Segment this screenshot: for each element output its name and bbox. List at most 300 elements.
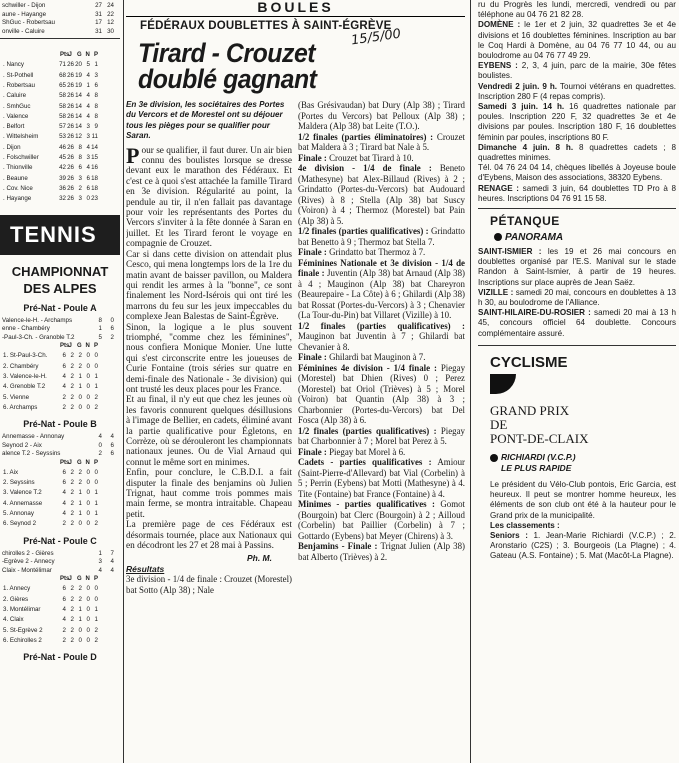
grand-prix-title (490, 404, 676, 446)
team-name: . Folschwiller (3, 154, 39, 162)
stat-value: 2 (78, 595, 82, 603)
poule-b-header (60, 459, 120, 468)
team-stats (58, 102, 98, 112)
team-name: 6. Archamps (3, 403, 38, 411)
match-row (0, 442, 120, 451)
results-heading: Résultats (126, 564, 165, 575)
match-teams: Claix - Montélimar (2, 566, 52, 574)
team-stats (58, 112, 98, 122)
stat-value: 26 (67, 81, 74, 89)
result-line: 4e division - 1/4 de finale : Beneto (Mathesyne) bat Alex-Billaud (Rives) à 2 ; Grindatto (Portes-du-Vercors) bat Audouard (Rives) à 8 ; Stella (Alp 38) bat Suscy (Voiron) à 4 ; Thermoz (Morestel) bat Pain (Alp 38) à 5. (298, 163, 465, 226)
stat-value: 0 (94, 479, 98, 487)
stat-value: 2 (78, 352, 82, 360)
poule-b-table (0, 468, 120, 530)
winner-line-1: RICHIARDI (V.C.P.) (501, 451, 576, 462)
stat-value: 26 (67, 71, 74, 79)
stat-value: 1 (94, 489, 98, 497)
table-row (0, 71, 120, 81)
match-row (0, 19, 120, 28)
poule-a-table (0, 351, 120, 413)
match-teams: ShGuc - Robertsau (2, 19, 55, 27)
stat-value: 2 (70, 499, 74, 507)
stat-value: 65 (59, 81, 66, 89)
team-stats (58, 153, 98, 163)
gp-line-3: PONT-DE-CLAIX (490, 430, 589, 446)
stat-value: 2 (94, 626, 98, 634)
table-row (0, 362, 120, 372)
drop-cap: P (126, 142, 140, 168)
stat-value: 2 (70, 595, 74, 603)
stat-value: 0 (94, 362, 98, 370)
agenda-paragraph: ru du Progrès les lundi, mercredi, vendredi ou par téléphone au 04 76 21 82 28. (478, 0, 676, 20)
stat-value: 0 (78, 626, 82, 634)
team-name: 1. Aix (3, 468, 19, 476)
article-paragraph: Pour se qualifier, il faut durer. Un air bien connu des boulistes lorsque se dresse devant eux le marathon des Fédéraux. Et c'est ce à quoi s'est attachée la famille Tirard en 3e division. Régularité au point, la pendule au tir, il n'en fallait pas davantage pour voir les représentants des Portes du Vercors s'inviter à la fête donnée à Saran en juillet. Et les Tirard feront le voyage en compagnie de Crouzet. (126, 142, 292, 250)
stat-value: 0 (78, 636, 82, 644)
stat-value: 19 (75, 71, 82, 79)
stat-value: 3 (78, 195, 82, 203)
stat-value: 26 (67, 143, 74, 151)
stat-value: 6 (94, 81, 98, 89)
section-title: BOULES (126, 0, 465, 17)
agenda-paragraph: VIZILLE : samedi 20 mai, concours en doublettes à 13 h 30, au boulodrome de l'Alliance. (478, 287, 676, 308)
stat-value: 14 (75, 123, 82, 131)
match-score-home: 4 (98, 566, 102, 574)
stat-value: 1 (78, 616, 82, 624)
result-label: Féminines 4e division - 1/4 finale : (298, 362, 437, 373)
bullet-icon (490, 454, 498, 462)
poule-d-title: Pré-Nat - Poule D (23, 652, 97, 663)
stat-value: 26 (67, 133, 74, 141)
article-column-2 (298, 100, 465, 595)
match-score-home: 31 (95, 10, 102, 18)
stat-value: 4 (86, 102, 90, 110)
stat-value: 2 (70, 352, 74, 360)
stat-value: 0 (86, 489, 90, 497)
stat-value: 6 (62, 585, 66, 593)
stat-value: 2 (94, 403, 98, 411)
agenda-label: Samedi 3 juin. 14 h. (478, 102, 565, 112)
stat-value: 1 (94, 616, 98, 624)
stat-value: 2 (70, 479, 74, 487)
match-row (0, 550, 120, 559)
stat-value: 3 (86, 154, 90, 162)
stat-value: 2 (70, 510, 74, 518)
column-header: N (85, 576, 90, 583)
team-name: 2. Seyssins (3, 479, 35, 487)
table-row (0, 626, 120, 636)
result-label: Finale : (298, 152, 327, 163)
result-line: Féminines Nationale et 3e division - 1/4 de finale : Juventin (Alp 38) bat Arnaud (Alp 38) à 4 ; Mauginon (Alp 38) bat Chareyron (Beaurepaire - La Côte) à 6 ; Ghilardi (Alp 38) bat Rossat (Portes-du-Vercors) à 3 ; Chenavier (La Tour-du-Pin) bat Villaret (Vizille) à 10. (298, 257, 465, 320)
stat-value: 0 (86, 468, 90, 476)
stat-value: 14 (75, 112, 82, 120)
spacer (0, 41, 120, 51)
stat-value: 68 (59, 71, 66, 79)
result-line: Finale : Grindatto bat Thermoz à 7. (298, 247, 426, 257)
stat-value: 1 (78, 372, 82, 380)
poule-c-matches (0, 550, 120, 576)
column-header: G (77, 459, 82, 466)
stat-value: 4 (62, 499, 66, 507)
result-label: Finale : (298, 247, 327, 257)
team-stats (58, 468, 98, 478)
team-name: . Thionville (3, 164, 33, 172)
table-row (0, 595, 120, 605)
team-name: 5. Vienne (3, 393, 30, 401)
result-label: 1/2 finales (parties qualificatives) : (298, 425, 437, 436)
team-stats (58, 509, 98, 519)
column-header: P (94, 459, 99, 466)
agenda-label: Seniors : (490, 530, 528, 540)
boules-article (126, 0, 465, 763)
stat-value: 32 (59, 195, 66, 203)
stat-value: 1 (94, 61, 98, 69)
stat-value: 2 (70, 636, 74, 644)
stat-value: 4 (62, 606, 66, 614)
table-row (0, 174, 120, 184)
match-score-home: 27 (95, 2, 102, 9)
handwritten-date: 15/5/00 (350, 26, 402, 49)
stat-value: 4 (86, 92, 90, 100)
stat-value: 5 (86, 61, 90, 69)
headline: FÉDÉRAUX DOUBLETTES À SAINT-ÉGRÈVE (140, 20, 392, 32)
agenda-paragraph: Tél. 04 76 24 04 14, chèques libellés à Joyeuse boule d'Eybens, Maison des associations, 38320 Eybens. (478, 163, 676, 183)
boules-agenda (478, 0, 676, 204)
match-teams: Annemasse - Annonay (2, 433, 65, 441)
stat-value: 23 (91, 195, 98, 203)
match-row (0, 317, 120, 326)
column-header: G (77, 52, 82, 59)
stat-value: 26 (67, 112, 74, 120)
result-label: Minimes - parties qualificatives : (298, 499, 435, 509)
stat-value: 0 (86, 626, 90, 634)
match-teams: enne - Chambéry (2, 325, 50, 333)
results-start: 3e division - 1/4 de finale : Crouzet (Morestel) bat Sotto (Alp 38) ; Nale (126, 574, 292, 595)
championship-title (0, 263, 120, 297)
championship-title-line-1: CHAMPIONNAT (11, 263, 109, 279)
stat-value: 2 (70, 468, 74, 476)
result-line: Finale : Crouzet bat Tirard à 10. (298, 152, 414, 163)
team-stats (58, 132, 98, 142)
top-results (0, 2, 120, 36)
match-teams: onville - Caluire (2, 27, 45, 35)
article-paragraph: La première page de ces Fédéraux est désormais tournée, place aux Nationaux qui en décodront les 27 et 28 mai à Passins. (126, 520, 292, 552)
stat-value: 0 (86, 479, 90, 487)
match-teams: schwiller - Dijon (2, 2, 46, 9)
table-row (0, 636, 120, 646)
column-header: Pts (60, 52, 70, 59)
match-teams: -Egrève 2 - Annecy (2, 558, 55, 566)
match-score-away: 4 (110, 558, 114, 566)
team-name: . SmhGuc (3, 102, 31, 110)
agenda-label: DOMÈNE : (478, 20, 521, 30)
stat-value: 1 (78, 489, 82, 497)
stat-value: 15 (91, 154, 98, 162)
match-row (0, 433, 120, 442)
team-stats (58, 143, 98, 153)
team-stats (58, 91, 98, 101)
table-row (0, 122, 120, 132)
match-score-away: 22 (107, 10, 114, 18)
stat-value: 2 (78, 362, 82, 370)
stat-value: 4 (86, 112, 90, 120)
table-row (0, 499, 120, 509)
team-stats (58, 382, 98, 392)
agenda-label: SAINT-HILAIRE-DU-ROSIER : (478, 308, 591, 318)
article-columns (126, 100, 465, 595)
stat-value: 58 (59, 102, 66, 110)
stat-value: 18 (91, 184, 98, 192)
stat-value: 4 (62, 383, 66, 391)
table-row (0, 519, 120, 529)
divider (478, 208, 676, 209)
stat-value: 3 (94, 71, 98, 79)
match-score-away: 12 (107, 19, 114, 27)
match-row (0, 28, 120, 37)
stat-value: 0 (86, 393, 90, 401)
agenda-label: Vendredi 2 juin. 9 h. (478, 81, 558, 91)
match-score-away: 24 (107, 2, 114, 9)
team-name: 1. Annecy (3, 585, 31, 593)
stat-value: 2 (62, 520, 66, 528)
match-score-away: 7 (110, 549, 114, 557)
article-column-1 (126, 100, 292, 595)
stat-value: 0 (86, 585, 90, 593)
team-stats (58, 636, 98, 646)
stat-value: 14 (75, 92, 82, 100)
stat-value: 46 (59, 143, 66, 151)
team-name: 3. Montélimar (3, 606, 41, 614)
match-score-away: 0 (110, 316, 114, 324)
table-row (0, 372, 120, 382)
agenda-label: SAINT-ISMIER : (478, 247, 542, 257)
match-score-home: 17 (95, 19, 102, 27)
result-label: 1/2 finales (parties éliminatoires) : (298, 131, 434, 142)
column-header: N (85, 343, 90, 350)
table-row (0, 81, 120, 91)
poule-a-title: Pré-Nat - Poule A (23, 302, 97, 313)
stat-value: 0 (78, 403, 82, 411)
stat-value: 0 (86, 372, 90, 380)
agenda-paragraph: Dimanche 4 juin. 8 h. 8 quadrettes cadets ; 8 quadrettes minimes. (478, 142, 676, 163)
panorama-label: PANORAMA (505, 232, 564, 244)
team-name: 2. Chambéry (3, 362, 39, 370)
table-row (0, 584, 120, 594)
stat-value: 2 (78, 184, 82, 192)
stat-value: 2 (94, 520, 98, 528)
stat-value: 3 (86, 123, 90, 131)
match-score-away: 6 (110, 325, 114, 333)
table-row (0, 143, 120, 153)
result-line: Féminines 4e division - 1/4 finale : Piegay (Morestel) bat Dhien (Rives) 0 ; Perez (Morestel) bat Oriol (Trièves) à 5 ; Morel (Voiron) bat Quantin (Alp 38) à 3 ; Charbonnier (Portes-du-Vercors) bat Del Fosca (Alp 38) à 6. (298, 362, 465, 425)
stat-value: 6 (86, 174, 90, 182)
stat-value: 26 (67, 154, 74, 162)
result-line: 1/2 finales (parties qualificatives) : Grindatto bat Benetto à 9 ; Thermoz bat Stella 7. (298, 226, 465, 247)
table-row (0, 91, 120, 101)
team-stats (58, 519, 98, 529)
result-label: 4e division - 1/4 de finale : (298, 163, 432, 173)
team-name: . St-Pothell (3, 71, 34, 79)
agenda-paragraph: Vendredi 2 juin. 9 h. Tournoi vétérans en quadrettes. Inscription 280 F (4 repas compris). (478, 81, 676, 101)
petanque-agenda (478, 247, 676, 339)
stat-value: 2 (70, 626, 74, 634)
team-name: . Cov. Nice (3, 184, 33, 192)
team-stats (58, 60, 98, 70)
article-title-line-2: doublé gagnant (138, 64, 317, 94)
result-line: Cadets - parties qualificatives : Amiour (Saint-Pierre-d'Allevard) bat Vial (Corbelin) à 5 ; Perrin (Eybens) bat Motti (Mathesyne) à 4. Tite (Fontaine) bat France (Fontaine) à 4. (298, 457, 465, 499)
stat-value: 0 (94, 595, 98, 603)
column-header: J (68, 459, 72, 466)
match-score-home: 4 (98, 433, 102, 441)
column-header: J (68, 576, 72, 583)
poule-b-matches (0, 433, 120, 459)
cycling-text (490, 480, 676, 562)
match-row (0, 2, 120, 11)
stat-value: 1 (94, 606, 98, 614)
team-stats (58, 626, 98, 636)
stat-value: 0 (86, 606, 90, 614)
match-score-home: 31 (95, 27, 102, 35)
stat-value: 14 (75, 102, 82, 110)
stat-value: 0 (86, 595, 90, 603)
stat-value: 9 (94, 123, 98, 131)
agenda-paragraph: DOMÈNE : le 1er et 2 juin, 32 quadrettes 3e et 4e divisions et 16 doublettes féminines. Inscription au bar le Coq Hardi à Domène, au 04 76 77 10 44, ou au boulodrome au 04 76 77 49 29. (478, 20, 676, 61)
result-line: 1/2 finales (parties qualificatives) : Piegay bat Charbonnier à 7 ; Morel bat Perez à 5. (298, 425, 465, 446)
stat-value: 0 (78, 520, 82, 528)
stat-value: 6 (86, 184, 90, 192)
stat-value: 0 (94, 468, 98, 476)
team-name: 5. Annonay (3, 510, 34, 518)
match-score-home: 1 (98, 549, 102, 557)
table-row (0, 488, 120, 498)
stat-value: 0 (86, 352, 90, 360)
stat-value: 45 (59, 154, 66, 162)
stat-value: 42 (59, 164, 66, 172)
result-line: Benjamins - Finale : Trignat Julien (Alp 38) bat Alberto (Trièves) à 2. (298, 541, 465, 562)
stat-value: 0 (94, 352, 98, 360)
stat-value: 2 (62, 403, 66, 411)
agenda-paragraph (490, 521, 676, 531)
result-line: Minimes - parties qualificatives : Gomot (Bourgoin) bat Clerc (Bourgoin) à 2 ; Ailloud (Corbelin) bat Paillier (Corbelin) à 7 ; Gottardo (Eybens) bat Meyer (Chirens) à 3. (298, 499, 465, 541)
stat-value: 14 (91, 143, 98, 151)
stat-value: 39 (59, 174, 66, 182)
match-score-away: 6 (110, 450, 114, 458)
gp-line-1: GRAND PRIX (490, 402, 570, 418)
table-row (0, 184, 120, 194)
table-row (0, 605, 120, 615)
match-teams: aune - Hayange (2, 10, 47, 18)
team-name: . Beaune (3, 174, 28, 182)
stat-value: 4 (86, 143, 90, 151)
stat-value: 2 (70, 606, 74, 614)
stat-value: 2 (62, 626, 66, 634)
team-stats (58, 71, 98, 81)
stat-value: 0 (86, 499, 90, 507)
table-row (0, 393, 120, 403)
stat-value: 26 (67, 102, 74, 110)
stat-value: 4 (62, 489, 66, 497)
match-row (0, 334, 120, 343)
team-name: . Robertsau (3, 81, 35, 89)
result-line: (Bas Grésivaudan) bat Dury (Alp 38) ; Tirard (Portes du Vercors) bat Pelloux (Alp 38) ; Maldera (Alp 38) bat Leite (T.O.). (298, 100, 465, 131)
agenda-label: EYBENS : (478, 61, 518, 71)
stat-value: 2 (70, 616, 74, 624)
table-row (0, 194, 120, 204)
team-name: 6. Echirolles 2 (3, 636, 42, 644)
match-score-home: 5 (98, 333, 102, 341)
stat-value: 1 (94, 372, 98, 380)
table-row (0, 132, 120, 142)
table-row (0, 468, 120, 478)
team-name: 4. Claix (3, 616, 24, 624)
stat-value: 0 (86, 616, 90, 624)
stat-value: 0 (78, 393, 82, 401)
team-name: . Valence (3, 112, 29, 120)
stat-value: 6 (62, 362, 66, 370)
stat-value: 2 (70, 372, 74, 380)
winner-subtitle (490, 452, 676, 474)
team-name: 5. St-Egrève 2 (3, 626, 43, 634)
column-header: G (77, 343, 82, 350)
team-stats (58, 194, 98, 204)
result-line: Finale : Piegay bat Morel à 6. (298, 446, 406, 457)
match-teams: chirolles 2 - Gières (2, 549, 54, 557)
result-label: Féminines Nationale et 3e division - 1/4 de finale : (298, 257, 465, 278)
agenda-paragraph: SAINT-HILAIRE-DU-ROSIER : samedi 20 mai à 13 h 45, concours officiel 64 doublette. Concours complémentaire assuré. (478, 308, 676, 338)
table-row (0, 615, 120, 625)
article-title-line-1: Tirard - Crouzet (138, 38, 316, 68)
stat-value: 0 (86, 362, 90, 370)
stat-value: 1 (78, 383, 82, 391)
column-header: J (68, 343, 72, 350)
column-header: Pts (60, 576, 70, 583)
stat-value: 58 (59, 112, 66, 120)
match-teams: -Paul-3-Ch. - Granoble T.2 (2, 333, 75, 341)
table-row (0, 351, 120, 361)
winner-line-2: LE PLUS RAPIDE (501, 462, 572, 473)
stat-value: 2 (70, 489, 74, 497)
stat-value: 2 (62, 393, 66, 401)
team-stats (58, 403, 98, 413)
agenda-paragraph: EYBENS : 2, 3, 4 juin, parc de la mairie, 30e fêtes boulistes. (478, 61, 676, 81)
stat-value: 2 (78, 468, 82, 476)
match-score-away: 30 (107, 27, 114, 35)
stat-value: 4 (86, 164, 90, 172)
stat-value: 2 (94, 636, 98, 644)
team-name: . Caluire (3, 92, 27, 100)
table-row (0, 102, 120, 112)
team-stats (58, 81, 98, 91)
column-header: P (94, 576, 99, 583)
team-name: 6. Seynod 2 (3, 520, 37, 528)
team-name: . Belfort (3, 123, 25, 131)
poule-a-header (60, 342, 120, 351)
stat-value: 2 (70, 403, 74, 411)
result-label: 1/2 finales (parties qualificatives) : (298, 226, 429, 236)
column-divider-left (123, 0, 124, 763)
stat-value: 19 (75, 81, 82, 89)
stat-value: 11 (91, 133, 98, 141)
stat-value: 26 (67, 195, 74, 203)
stat-value: 0 (86, 510, 90, 518)
team-stats (58, 605, 98, 615)
match-score-home: 0 (98, 441, 102, 449)
stat-value: 18 (91, 174, 98, 182)
stat-value: 4 (62, 372, 66, 380)
table-row (0, 153, 120, 163)
gp-line-2: DE (490, 416, 508, 432)
stat-value: 58 (59, 92, 66, 100)
